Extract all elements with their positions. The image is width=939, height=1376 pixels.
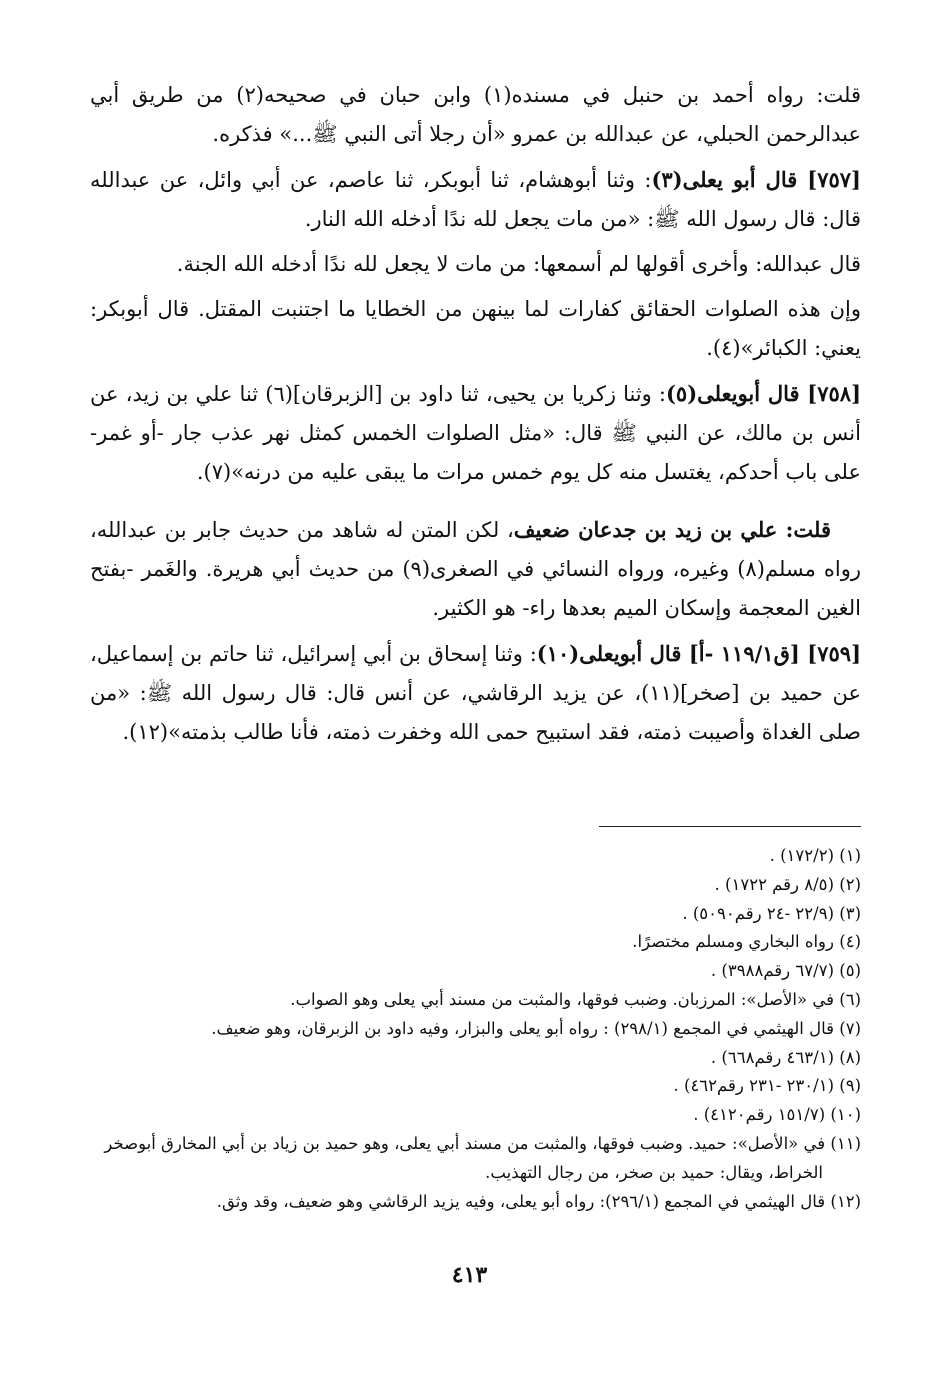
footnote: (٨) (٤٦٣/١ رقم٦٦٨) . [710, 1047, 861, 1067]
paragraph-abdullah-saying [90, 245, 861, 284]
footnote: (٤) رواه البخاري ومسلم مختصرًا. [632, 932, 861, 952]
paragraph-commentary-2 [90, 510, 861, 628]
footnote: (١١) في «الأصل»: حميد. وضبب فوقها، والمثبت من مسند أبي يعلى، وهو حميد بن زياد بن أبي المخارق أبوصخر الخراط، ويقال: حميد بن صخر، من رجال التهذيب. [104, 1133, 861, 1182]
footnote: (٣) (٢٢/٩ -٢٤ رقم٥٠٩٠) . [682, 903, 861, 923]
text-run: قلت: رواه أحمد بن حنبل في مسنده(١) وابن حبان في صحيحه(٢) من طريق أبي عبدالرحمن الحبلي، عن عبدالله بن عمرو «أن رجلا أتى النبي ﷺ...» فذكره. [90, 83, 862, 146]
footnote: (٥) (٦٧/٧ رقم٣٩٨٨) . [710, 961, 861, 981]
text-run: وإن هذه الصلوات الحقائق كفارات لما بينهن من الخطايا ما اجتنبت المقتل. قال أبوبكر: يعني: الكبائر»(٤). [90, 297, 861, 360]
text-run: : وثنا إسحاق بن أبي إسرائيل، ثنا حاتم بن إسماعيل، عن حميد بن [صخر](١١)، عن يزيد الرقاشي، عن أنس قال: قال رسول الله ﷺ: «من صلى الغداة وأصيبت ذمته، فقد استبيح حمى الله وخفرت ذمته، فأنا طالب بذمته»(١٢). [90, 642, 861, 744]
hadith-759 [90, 634, 861, 752]
paragraph-prayers-expiation [90, 290, 861, 368]
footnote-separator [599, 826, 861, 827]
bold-text: [٧٥٩] [ق١١٩/١ -أ] قال أبويعلى(١٠) [536, 641, 861, 666]
text-run: ، لكن المتن له شاهد من حديث جابر بن عبدالله، رواه مسلم(٨) وغيره، ورواه النسائي في الصغرى(٩) من حديث أبي هريرة. والغَمر -بفتح الغين المعجمة وإسكان الميم بعدها راء- هو الكثير. [90, 518, 862, 620]
footnotes [90, 842, 861, 1216]
text-run: قال عبدالله: وأخرى أقولها لم أسمعها: من مات لا يجعل لله ندًا أدخله الله الجنة. [176, 252, 861, 276]
footnote: (٧) قال الهيثمي في المجمع (٢٩٨/١) : رواه أبو يعلى والبزار، وفيه داود بن الزبرقان، وهو ضعيف. [211, 1018, 861, 1038]
footnote: (١) (١٧٢/٢) . [769, 846, 861, 865]
hadith-757 [90, 160, 861, 239]
text-run: : وثنا أبوهشام، ثنا أبوبكر، ثنا عاصم، عن أبي وائل، عن عبدالله قال: قال رسول الله ﷺ: «من مات يجعل لله ندًا أدخله الله النار. [90, 168, 861, 231]
bold-text: قلت: علي بن زيد بن جدعان ضعيف [513, 517, 831, 542]
main-text [90, 76, 861, 758]
footnote: (١٠) (١٥١/٧ رقم٤١٢٠) . [693, 1105, 861, 1125]
footnote: (٩) (٢٣٠/١ -٢٣١ رقم٤٦٢) . [673, 1076, 861, 1096]
footnote: (٦) في «الأصل»: المرزبان. وضبب فوقها، والمثبت من مسند أبي يعلى وهو الصواب. [290, 989, 861, 1009]
text-run: : وثنا زكريا بن يحيى، ثنا داود بن [الزبرقان](٦) ثنا علي بن زيد، عن أنس بن مالك، عن النبي ﷺ قال: «مثل الصلوات الخمس كمثل نهر عذب جار -أو غمر- على باب أحدكم، يغتسل منه كل يوم خمس مرات ما يبقى عليه من درنه»(٧). [90, 382, 861, 484]
paragraph-commentary-1 [90, 76, 861, 154]
bold-text: [٧٥٧] قال أبو يعلى(٣) [651, 167, 861, 192]
bold-text: [٧٥٨] قال أبويعلى(٥) [665, 381, 861, 406]
footnote: (١٢) قال الهيثمي في المجمع (٢٩٦/١): رواه أبو يعلى، وفيه يزيد الرقاشي وهو ضعيف، وقد وثق. [216, 1191, 861, 1211]
footnote: (٢) (٨/٥ رقم ١٧٢٢) . [714, 874, 861, 894]
page-number: ٤١٣ [451, 1262, 488, 1288]
hadith-758 [90, 374, 861, 492]
